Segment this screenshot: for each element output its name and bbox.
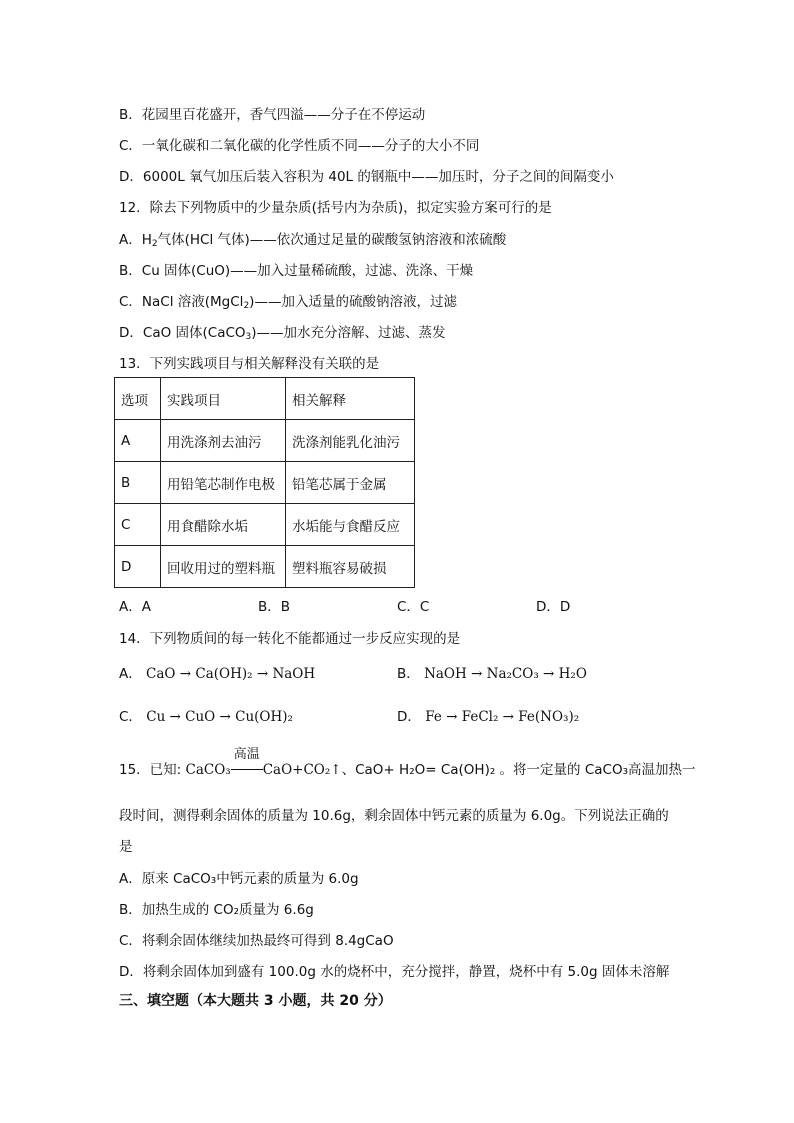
q13-table — [114, 377, 415, 588]
table-cell: B — [115, 462, 161, 504]
q14-option-b: B． NaOH → Na₂CO₃ → H₂O — [397, 666, 587, 682]
table-row — [115, 420, 415, 462]
reaction-condition: 高温 — [231, 762, 263, 778]
table-cell: 水垢能与食醋反应 — [286, 504, 415, 546]
q13-option-d: D．D — [536, 599, 571, 615]
reaction-products: CaO+CO₂↑ — [262, 762, 342, 778]
table-cell: 用洗涤剂去油污 — [161, 420, 286, 462]
q12-option-b: B．Cu 固体(CuO)——加入过量稀硫酸，过滤、洗涤、干燥 — [119, 263, 474, 279]
table-header-cell: 选项 — [115, 378, 161, 420]
table-cell: C — [115, 504, 161, 546]
section-heading: 三、填空题（本大题共 3 小题，共 20 分） — [119, 993, 392, 1009]
table-row — [115, 462, 415, 504]
table-header-row — [115, 378, 415, 420]
table-cell: 洗涤剂能乳化油污 — [286, 420, 415, 462]
table-cell: 回收用过的塑料瓶 — [161, 546, 286, 588]
table-cell: 铅笔芯属于金属 — [286, 462, 415, 504]
q14-stem: 14．下列物质间的每一转化不能都通过一步反应实现的是 — [119, 631, 461, 647]
q15-option-b: B．加热生成的 CO₂质量为 6.6g — [119, 902, 314, 918]
q14-option-d: D． Fe → FeCl₂ → Fe(NO₃)₂ — [397, 709, 580, 725]
table-cell: A — [115, 420, 161, 462]
q11-option-c: C．一氧化碳和二氧化碳的化学性质不同——分子的大小不同 — [119, 138, 480, 154]
table-cell: 塑料瓶容易破损 — [286, 546, 415, 588]
table-header-cell: 实践项目 — [161, 378, 286, 420]
q13-option-a: A．A — [119, 599, 151, 615]
q13-option-c: C．C — [397, 599, 430, 615]
table-cell: 用铅笔芯制作电极 — [161, 462, 286, 504]
q12-stem: 12．除去下列物质中的少量杂质(括号内为杂质)，拟定实验方案可行的是 — [119, 200, 552, 216]
q14-option-a: A． CaO → Ca(OH)₂ → NaOH — [119, 666, 316, 682]
q15-option-a: A．原来 CaCO₃中钙元素的质量为 6.0g — [119, 871, 359, 887]
table-cell: D — [115, 546, 161, 588]
q11-option-b: B．花园里百花盛开，香气四溢——分子在不停运动 — [119, 107, 426, 123]
q15-option-c: C．将剩余固体继续加热最终可得到 8.4gCaO — [119, 933, 394, 949]
q12-option-d: D．CaO 固体(CaCO$_3$)——加水充分溶解、过滤、蒸发 — [119, 325, 446, 342]
q11-option-d: D．6000L 氧气加压后装入容积为 40L 的钢瓶中——加压时，分子之间的间隔变小 — [119, 169, 614, 185]
q14-option-c: C． Cu → CuO → Cu(OH)₂ — [119, 709, 293, 725]
table-cell: 用食醋除水垢 — [161, 504, 286, 546]
q12-option-c: C．NaCl 溶液(MgCl$_2$)——加入适量的硫酸钠溶液，过滤 — [119, 294, 457, 311]
q13-stem: 13．下列实践项目与相关解释没有关联的是 — [119, 356, 380, 372]
q15-stem-line2: 段时间，测得剩余固体的质量为 10.6g，剩余固体中钙元素的质量为 6.0g。下列说法正确的 — [119, 808, 669, 824]
q15-option-d: D．将剩余固体加到盛有 100.0g 水的烧杯中，充分搅拌，静置，烧杯中有 5.0g 固体未溶解 — [119, 964, 670, 980]
q12-option-a: A．$H_2$气体(HCl 气体)——依次通过足量的碳酸氢钠溶液和浓硫酸 — [119, 232, 507, 249]
reaction-reactant: CaCO₃ — [185, 762, 231, 778]
q15-stem-line1: 15．已知: CaCO₃ 高温 CaO+CO₂↑、CaO+ H₂O= Ca(OH)₂ 。将一定量的 CaCO₃高温加热一 — [119, 747, 696, 778]
table-header-cell: 相关解释 — [286, 378, 415, 420]
table-row — [115, 546, 415, 588]
q13-option-b: B．B — [258, 599, 291, 615]
q15-stem-line3: 是 — [119, 839, 133, 855]
table-row — [115, 504, 415, 546]
